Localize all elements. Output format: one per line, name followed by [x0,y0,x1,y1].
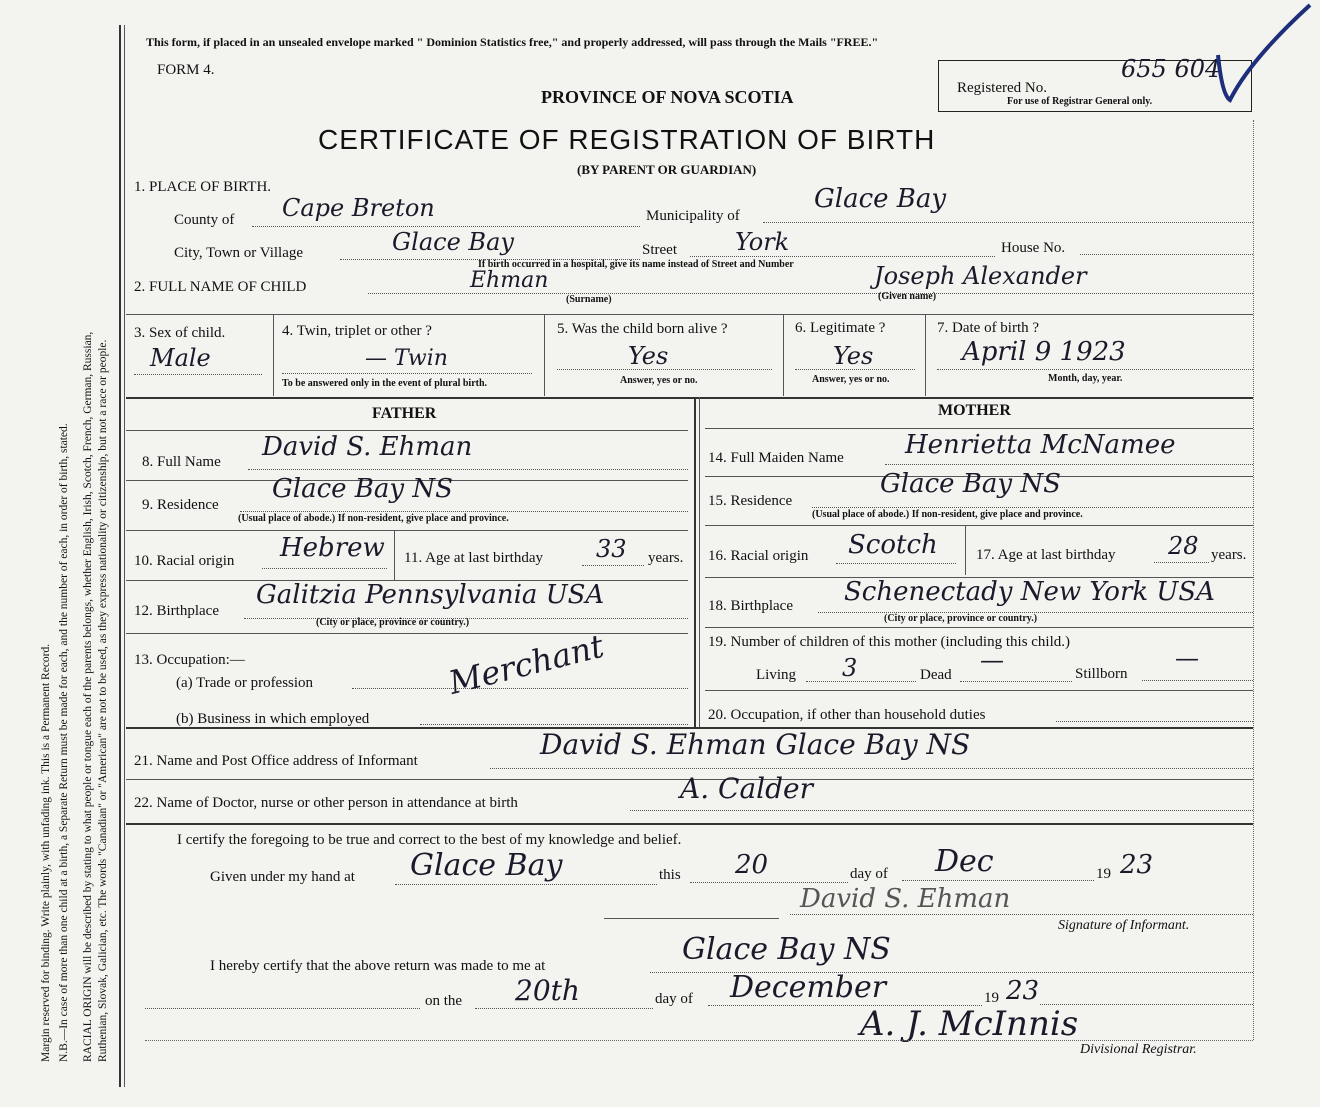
mother-name-label: 14. Full Maiden Name [708,450,844,466]
sex-value: Male [150,344,211,372]
mother-residence-note: (Usual place of abode.) If non-resident, give place and province. [812,509,1083,520]
margin-rule [119,25,121,1087]
mother-residence-value: Glace Bay NS [880,469,1061,499]
alive-label: 5. Was the child born alive ? [557,321,728,337]
mother-heading: MOTHER [938,402,1011,419]
father-residence-note: (Usual place of abode.) If non-resident, give place and province. [238,513,509,524]
mother-years: years. [1211,547,1247,563]
father-name-value: David S. Ehman [262,432,473,462]
mother-birthplace-label: 18. Birthplace [708,598,793,614]
registered-note: For use of Registrar General only. [1007,96,1153,107]
stillborn-value: — [1175,644,1199,672]
year-value: 23 [1120,850,1154,880]
mother-birthplace-value: Schenectady New York USA [844,577,1215,607]
dead-value: — [980,646,1004,674]
county-value: Cape Breton [282,194,435,222]
father-occupation-value: Merchant [445,626,608,702]
informant-signature: David S. Ehman [800,884,1011,914]
given-label: Given under my hand at [210,869,355,885]
mother-name-value: Henrietta McNamee [905,430,1176,460]
mother-occupation-label: 20. Occupation, if other than household duties [708,707,986,723]
father-occupation-label: 13. Occupation:— [134,652,245,668]
registrar-statement: I hereby certify that the above return was made to me at [210,958,546,974]
father-birthplace-value: Galitzia Pennsylvania USA [256,580,605,610]
mother-residence-label: 15. Residence [708,493,793,509]
street-value: York [735,228,790,256]
alive-note: Answer, yes or no. [620,375,698,386]
margin-note-3: RACIAL ORIGIN will be described by stating to what people or tongue each of the parents belongs, whether English, Irish, Scotch, French, German, Russian, [82,331,94,1062]
father-residence-label: 9. Residence [142,497,219,513]
registration-day-value: 20th [515,974,580,1007]
mother-race-value: Scotch [848,530,938,560]
father-race-value: Hebrew [280,533,385,563]
given-place-value: Glace Bay [410,848,563,883]
house-number-label: House No. [1001,240,1066,256]
doctor-label: 22. Name of Doctor, nurse or other person in attendance at birth [134,795,518,811]
city-value: Glace Bay [392,228,514,256]
child-surname-value: Ehman [470,268,549,293]
mail-note: This form, if placed in an unsealed envelope marked " Dominion Statistics free," and properly addressed, will pass through the Mails "FREE." [146,35,879,49]
month-value: Dec [935,844,994,879]
place-heading: 1. PLACE OF BIRTH. [134,179,272,195]
margin-note-1: Margin reserved for binding. Write plainly, with unfading ink. This is a Permanent Record. [40,643,52,1062]
mother-age-value: 28 [1168,532,1199,560]
legitimate-note: Answer, yes or no. [812,374,890,385]
twin-note: To be answered only in the event of plural birth. [282,378,488,389]
certify-statement: I certify the foregoing to be true and correct to the best of my knowledge and belief. [177,832,682,848]
dob-label: 7. Date of birth ? [937,320,1040,336]
surname-caption: (Surname) [566,294,612,305]
year-prefix: 19 [1096,866,1111,882]
mother-age-label: 17. Age at last birthday [976,547,1116,563]
margin-note-2: N.B.—In case of more than one child at a birth, a Separate Return must be made for each, and the number of each, in order of birth, stated. [58,423,70,1062]
day-value: 20 [735,850,769,880]
registered-box [938,55,1252,112]
twin-label: 4. Twin, triplet or other ? [282,323,432,339]
father-race-label: 10. Racial origin [134,553,235,569]
father-name-label: 8. Full Name [142,454,221,470]
twin-value: — Twin [365,346,448,371]
registrar-signature: A. J. McInnis [860,1004,1079,1044]
registration-month-value: December [730,970,887,1005]
registered-number: 655 604 [1121,55,1221,83]
father-age-label: 11. Age at last birthday [404,550,543,566]
street-label: Street [642,242,677,258]
given-caption: (Given name) [878,291,937,302]
registrar-place-value: Glace Bay NS [682,932,891,967]
father-birthplace-note: (City or place, province or country.) [316,617,470,628]
margin-note-4: Ruthenian, Slovak, Galician, etc. The words "Canadian" or "American" are not to be used, as they express nationality or citizenship, but not a race or people. [97,339,109,1062]
on-the-label: on the [425,993,463,1009]
child-name-label: 2. FULL NAME OF CHILD [134,279,307,295]
business-label: (b) Business in which employed [176,711,370,727]
doctor-value: A. Calder [680,772,813,805]
municipality-value: Glace Bay [814,184,947,214]
check-mark-icon [1210,0,1320,110]
form-number: FORM 4. [157,62,215,78]
registered-label: Registered No. [957,80,1047,96]
alive-value: Yes [628,342,669,370]
province-title: PROVINCE OF NOVA SCOTIA [541,87,794,107]
dead-label: Dead [920,667,952,683]
living-label: Living [756,667,796,683]
legitimate-label: 6. Legitimate ? [795,320,886,336]
certificate-subtitle: (BY PARENT OR GUARDIAN) [577,162,757,177]
children-count-label: 19. Number of children of this mother (including this child.) [708,634,1071,650]
this-label: this [659,867,681,883]
living-value: 3 [842,654,858,682]
trade-label: (a) Trade or profession [176,675,314,691]
certificate-title: CERTIFICATE OF REGISTRATION OF BIRTH [318,124,936,155]
signature-caption: Signature of Informant. [1058,918,1190,933]
hospital-note: If birth occurred in a hospital, give its name instead of Street and Number [478,259,794,270]
mother-race-label: 16. Racial origin [708,548,809,564]
father-birthplace-label: 12. Birthplace [134,603,219,619]
margin-rule-inner [124,25,125,1087]
dob-note: Month, day, year. [1048,373,1123,384]
legitimate-value: Yes [833,342,874,370]
sex-label: 3. Sex of child. [134,325,226,341]
father-age-value: 33 [596,535,627,563]
county-label: County of [174,212,235,228]
dob-value: April 9 1923 [962,337,1126,367]
father-years: years. [648,550,684,566]
registration-year-value: 23 [1006,976,1040,1006]
registrar-caption: Divisional Registrar. [1080,1042,1197,1057]
father-residence-value: Glace Bay NS [272,474,453,504]
father-heading: FATHER [372,405,437,422]
stillborn-label: Stillborn [1075,666,1128,682]
mother-birthplace-note: (City or place, province or country.) [884,613,1038,624]
child-given-value: Joseph Alexander [874,262,1087,290]
municipality-label: Municipality of [646,208,740,224]
informant-value: David S. Ehman Glace Bay NS [540,728,971,761]
day-label: day of [850,866,888,882]
city-label: City, Town or Village [174,245,304,261]
registration-day-label: day of [655,991,693,1007]
informant-label: 21. Name and Post Office address of Informant [134,753,418,769]
registration-year-prefix: 19 [984,990,999,1006]
